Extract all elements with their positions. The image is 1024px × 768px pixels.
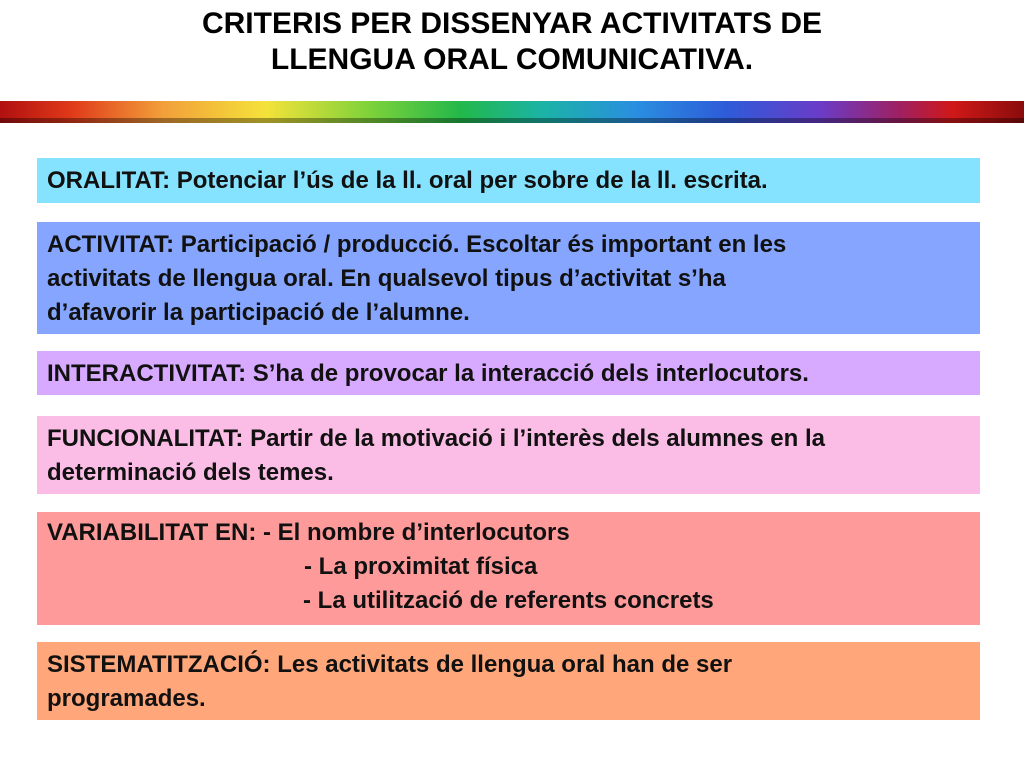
variabilitat-item-1: - El nombre d’interlocutors	[262, 519, 570, 546]
criterion-interactivitat	[37, 351, 980, 395]
criterion-variabilitat	[37, 512, 980, 625]
criterion-activitat-line-3: d’afavorir la participació de l’alumne.	[47, 299, 470, 326]
variabilitat-item-3: - La utilització de referents concrets	[303, 587, 714, 614]
rainbow-divider	[0, 101, 1024, 123]
criterion-sistematitzacio	[37, 642, 980, 720]
criterion-interactivitat-text: INTERACTIVITAT: S’ha de provocar la interacció dels interlocutors.	[47, 360, 809, 387]
criterion-oralitat-text: ORALITAT: Potenciar l’ús de la ll. oral per sobre de la ll. escrita.	[47, 167, 768, 194]
title-line-2: LLENGUA ORAL COMUNICATIVA.	[270, 43, 754, 76]
title-line-1: CRITERIS PER DISSENYAR ACTIVITATS DE	[201, 7, 823, 40]
criterion-funcionalitat-line-2: determinació dels temes.	[47, 459, 334, 486]
criterion-sistematitzacio-line-1: SISTEMATITZACIÓ: Les activitats de llengua oral han de ser	[47, 651, 733, 678]
criterion-variabilitat-label: VARIABILITAT EN:	[47, 519, 263, 546]
variabilitat-item-2: - La proximitat física	[304, 553, 538, 580]
page-title	[0, 6, 1024, 78]
criterion-funcionalitat	[37, 416, 980, 494]
criterion-oralitat	[37, 158, 980, 203]
variabilitat-row-1	[47, 516, 970, 550]
criterion-activitat-line-1: ACTIVITAT: Participació / producció. Escoltar és important en les	[47, 231, 787, 258]
criterion-funcionalitat-line-1: FUNCIONALITAT: Partir de la motivació i l’interès dels alumnes en la	[47, 425, 825, 452]
criterion-activitat	[37, 222, 980, 334]
criterion-sistematitzacio-line-2: programades.	[47, 685, 206, 712]
criterion-activitat-line-2: activitats de llengua oral. En qualsevol tipus d’activitat s’ha	[47, 265, 726, 292]
